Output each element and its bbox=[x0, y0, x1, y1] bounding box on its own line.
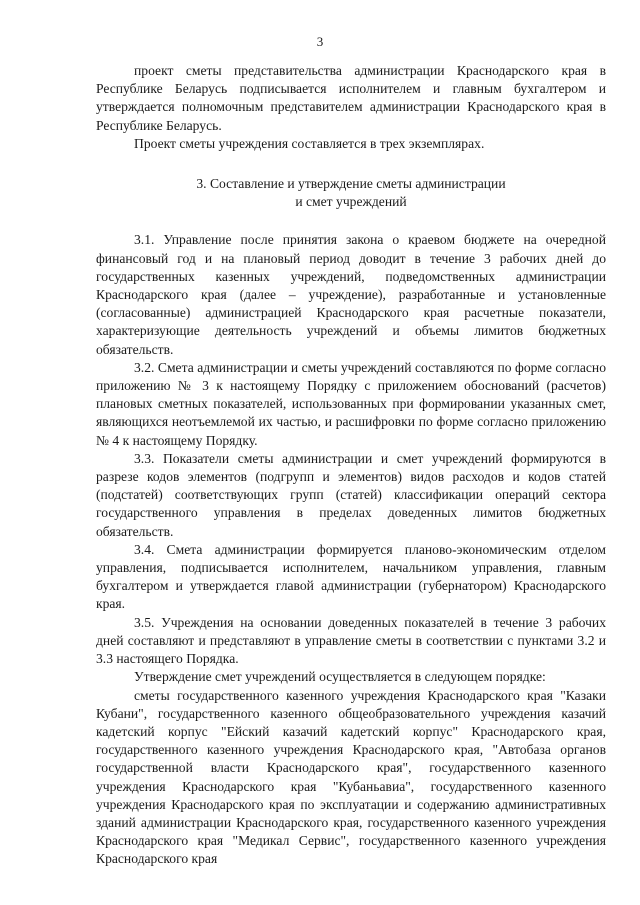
paragraph-3-2: 3.2. Смета администрации и сметы учреждений составляются по форме согласно приложению № 3 к настоящему Порядку с приложением обоснований (расчетов) плановых сметных показателей, использованных при формировании указанных смет, являющихся неотъемлемой их частью, и расшифровки по форме согласно приложению № 4 к настоящему Порядку. bbox=[96, 359, 606, 448]
paragraph-3-4: 3.4. Смета администрации формируется планово-экономическим отделом управления, подписывается исполнителем, начальником управления, главным бухгалтером и утверждается главой администрации (губернатором) Краснодарского края. bbox=[96, 541, 606, 612]
page-number: 3 bbox=[316, 34, 324, 49]
paragraph-3-1: 3.1. Управление после принятия закона о краевом бюджете на очередной финансовый год и на плановый период доводит в течение 3 рабочих дней до государственных казенных учреждений, подведомственных администрации Краснодарского края (далее – учреждение), разработанные и установленные (согласованные) администрацией Краснодарского края расчетные показатели, характеризующие деятельность учреждений и объемы лимитов бюджетных обязательств. bbox=[96, 232, 606, 357]
paragraph-3-3: 3.3. Показатели сметы администрации и смет учреждений формируются в разрезе кодов элементов (подгрупп и элементов) видов расходов и кодов статей (подстатей) соответствующих групп (статей) классификации операций сектора государственного управления в пределах доведенных лимитов бюджетных обязательств. bbox=[96, 450, 606, 539]
paragraph: проект сметы представительства администрации Краснодарского края в Республике Беларусь подписывается исполнителем и главным бухгалтером и утверждается полномочным представителем администрации Краснодарского края в Республике Беларусь. bbox=[96, 63, 606, 133]
section-heading bbox=[96, 175, 606, 211]
paragraph: Проект сметы учреждения составляется в трех экземплярах. bbox=[134, 135, 485, 151]
document-body bbox=[96, 62, 606, 869]
section-heading-line: и смет учреждений bbox=[295, 194, 407, 210]
section-heading-line: 3. Составление и утверждение сметы администрации bbox=[196, 176, 506, 192]
paragraph: сметы государственного казенного учреждения Краснодарского края "Казаки Кубани", государственного казенного общеобразовательного учреждения казачий кадетский корпус "Ейский казачий кадетский корпус" Краснодарского края, государственного казенного учреждения Краснодарского края, "Автобаза органов государственной власти Краснодарского края", государственного казенного учреждения Краснодарского края "Кубаньавиа", государственного казенного учреждения Краснодарского края по эксплуатации и содержанию административных зданий администрации Краснодарского края, государственного казенного учреждения Краснодарского края "Медикал Сервис", государственного казенного учреждения Краснодарского края bbox=[96, 687, 606, 867]
paragraph-3-5: 3.5. Учреждения на основании доведенных показателей в течение 3 рабочих дней составляют и представляют в управление сметы в соответствии с пунктами 3.2 и 3.3 настоящего Порядка. bbox=[96, 614, 606, 667]
paragraph: Утверждение смет учреждений осуществляется в следующем порядке: bbox=[134, 669, 546, 685]
